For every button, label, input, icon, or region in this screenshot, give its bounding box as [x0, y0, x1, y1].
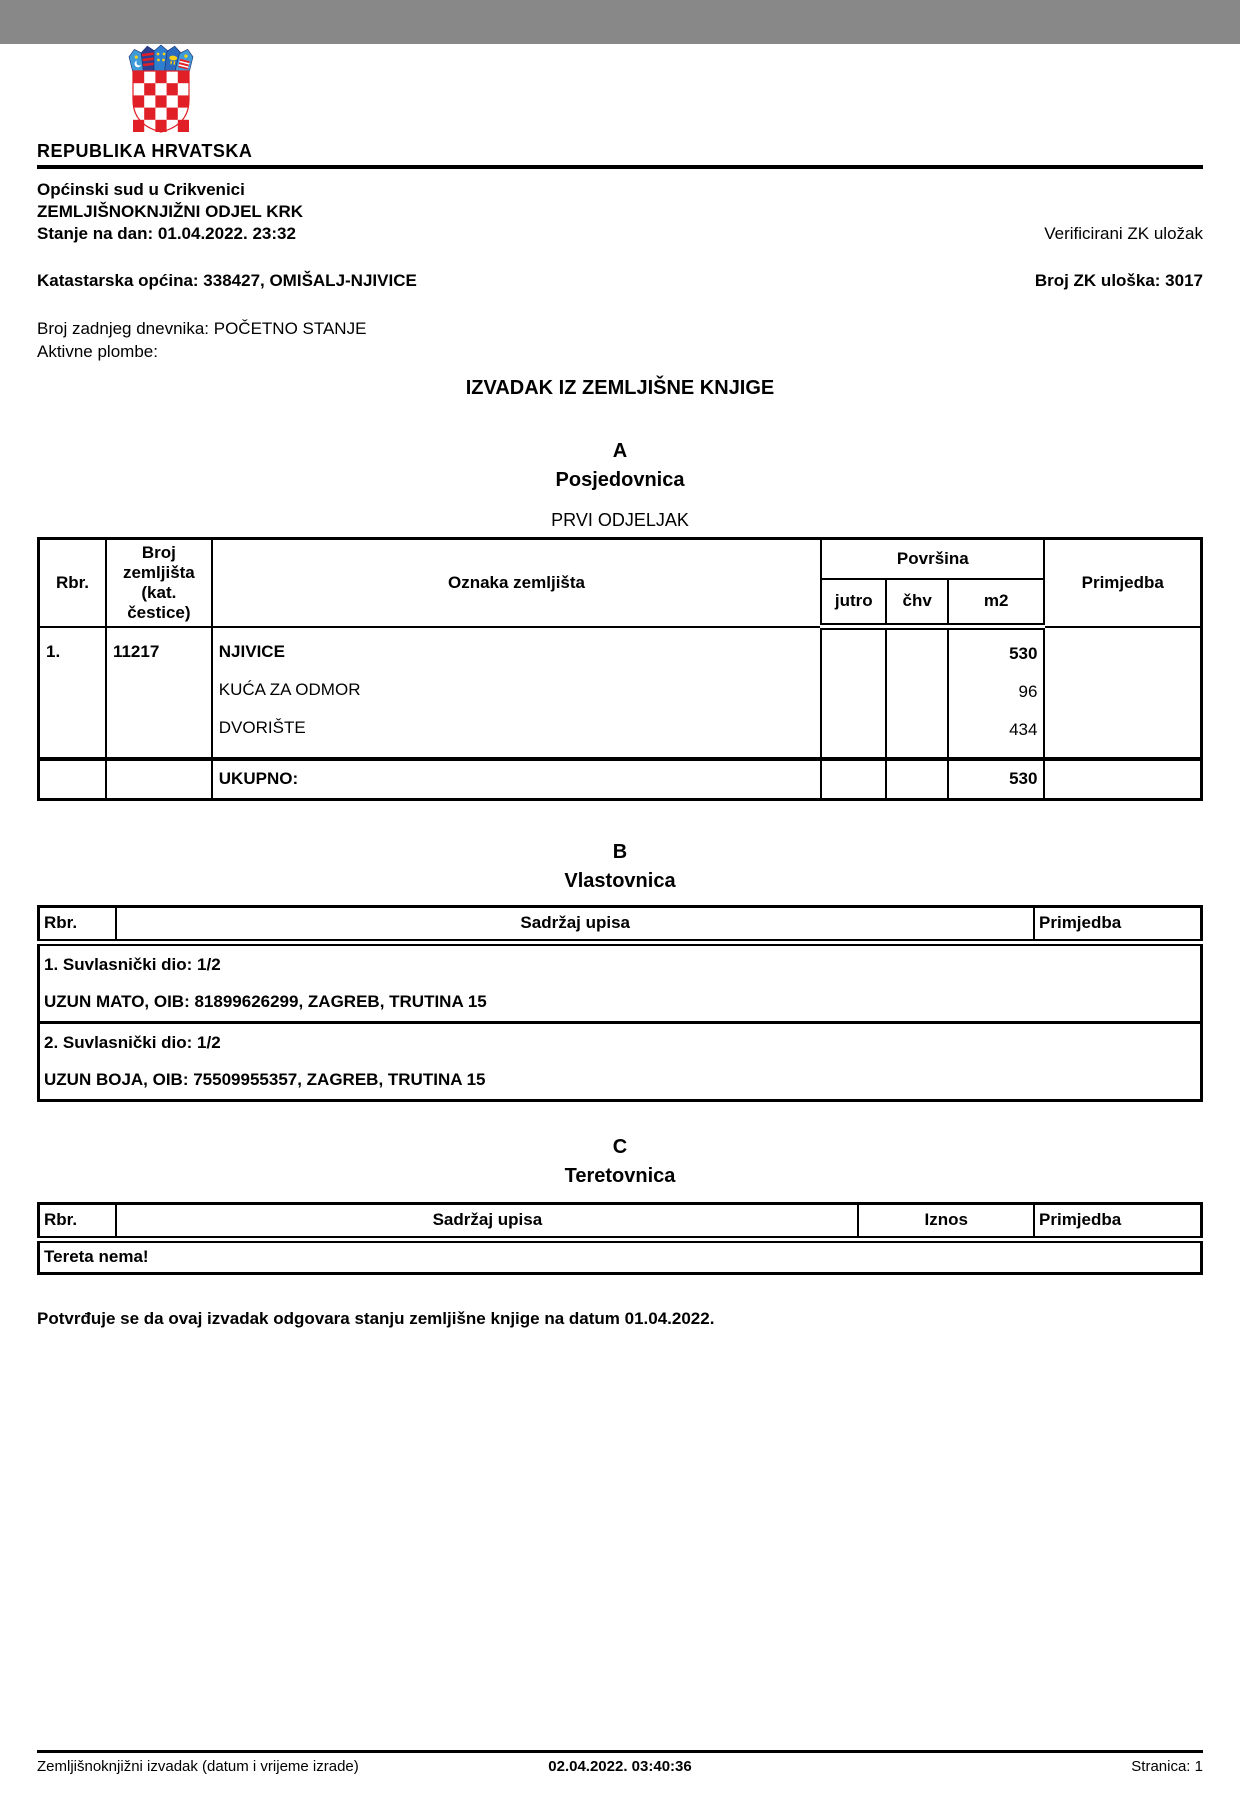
col-header-entry-content: Sadržaj upisa — [116, 906, 1034, 942]
encumbrance-row — [39, 1239, 1202, 1273]
header-rule — [37, 165, 1203, 169]
parcel-number: 11217 — [112, 641, 160, 661]
col-header-amount: Iznos — [858, 1203, 1034, 1239]
court-block — [37, 179, 1203, 245]
arms-checkerboard — [133, 71, 189, 132]
col-header-entry-content: Sadržaj upisa — [116, 1203, 858, 1239]
cadastral-municipality: Katastarska općina: 338427, OMIŠALJ-NJIVICE — [37, 271, 417, 290]
encumbrance-sheet-table — [37, 1202, 1203, 1275]
page-content — [0, 44, 1240, 1329]
total-label: UKUPNO: — [212, 759, 821, 799]
ownership-entry — [39, 1022, 1202, 1100]
last-journal: Broj zadnjeg dnevnika: POČETNO STANJE — [37, 319, 367, 338]
col-header-remark: Primjedba — [1034, 906, 1201, 942]
department-name: ZEMLJIŠNOKNJIŽNI ODJEL KRK — [37, 202, 304, 221]
ownership-sheet-table — [37, 905, 1203, 1102]
ownership-entry — [39, 942, 1202, 1022]
country-title: REPUBLIKA HRVATSKA — [37, 141, 253, 161]
total-m2: 530 — [948, 759, 1045, 799]
parcel-rbr: 1. — [46, 641, 61, 661]
total-jutro-cell — [821, 759, 886, 799]
land-designation: KUĆA ZA ODMOR — [218, 679, 361, 699]
owner-details: UZUN MATO, OIB: 81899626299, ZAGREB, TRUTINA 15 — [44, 991, 487, 1011]
section-c-name: Teretovnica — [564, 1164, 676, 1187]
total-rbr-cell — [39, 759, 106, 799]
certification-statement: Potvrđuje se da ovaj izvadak odgovara stanju zemljišne knjige na datum 01.04.2022. — [37, 1308, 715, 1328]
col-header-area: Površina — [821, 539, 1044, 579]
arms-crown — [128, 45, 194, 74]
croatia-coat-of-arms-icon — [128, 44, 194, 136]
total-chv-cell — [886, 759, 948, 799]
total-broj-cell — [106, 759, 212, 799]
section-a-name: Posjedovnica — [555, 469, 685, 491]
possession-sheet-table — [37, 537, 1203, 801]
section-a-subtitle: PRVI ODJELJAK — [551, 510, 689, 530]
col-header-chv: čhv — [886, 579, 948, 627]
ownership-share: 2. Suvlasnički dio: 1/2 — [44, 1032, 221, 1052]
document-title: IZVADAK IZ ZEMLJIŠNE KNJIGE — [465, 377, 775, 399]
ownership-share: 1. Suvlasnički dio: 1/2 — [44, 954, 221, 974]
col-header-rbr: Rbr. — [39, 1203, 117, 1239]
document-page — [0, 44, 1240, 1798]
section-b-letter: B — [612, 840, 628, 863]
col-header-remark: Primjedba — [1044, 539, 1201, 627]
parcel-row — [39, 627, 1202, 760]
zk-folio-number: Broj ZK uloška: 3017 — [1034, 271, 1203, 290]
col-header-parcel-number: Broj zemljišta (kat. čestice) — [106, 539, 212, 627]
no-encumbrance-text: Tereta nema! — [39, 1239, 1202, 1273]
area-m2: 96 — [1018, 682, 1038, 701]
area-m2: 530 — [1009, 644, 1038, 663]
footer-page-number: Stranica: 1 — [1131, 1758, 1203, 1775]
col-header-rbr: Rbr. — [39, 539, 106, 627]
section-b-name: Vlastovnica — [564, 869, 676, 892]
journal-block — [37, 317, 1203, 363]
jutro-cell — [821, 627, 886, 760]
col-header-land-designation: Oznaka zemljišta — [212, 539, 821, 627]
cadastral-row — [37, 271, 1203, 291]
section-a-letter: A — [612, 440, 628, 462]
col-header-jutro: jutro — [821, 579, 886, 627]
chv-cell — [886, 627, 948, 760]
state-as-of: Stanje na dan: 01.04.2022. 23:32 — [37, 224, 296, 243]
court-name: Općinski sud u Crikvenici — [37, 180, 245, 199]
footer-timestamp: 02.04.2022. 03:40:36 — [548, 1758, 692, 1775]
col-header-m2: m2 — [948, 579, 1045, 627]
section-c-letter: C — [612, 1135, 628, 1158]
remark-cell — [1044, 627, 1201, 760]
active-seals: Aktivne plombe: — [37, 342, 158, 361]
footer-document-type: Zemljišnoknjižni izvadak (datum i vrijeme izrade) — [37, 1758, 359, 1775]
col-header-rbr: Rbr. — [39, 906, 117, 942]
area-m2: 434 — [1009, 720, 1038, 739]
total-remark-cell — [1044, 759, 1201, 799]
col-header-remark: Primjedba — [1034, 1203, 1201, 1239]
land-designation: DVORIŠTE — [218, 717, 306, 737]
owner-details: UZUN BOJA, OIB: 75509955357, ZAGREB, TRUTINA 15 — [44, 1069, 486, 1089]
total-row — [39, 759, 1202, 799]
verified-label: Verificirani ZK uložak — [1044, 224, 1203, 243]
land-designation: NJIVICE — [218, 641, 285, 661]
